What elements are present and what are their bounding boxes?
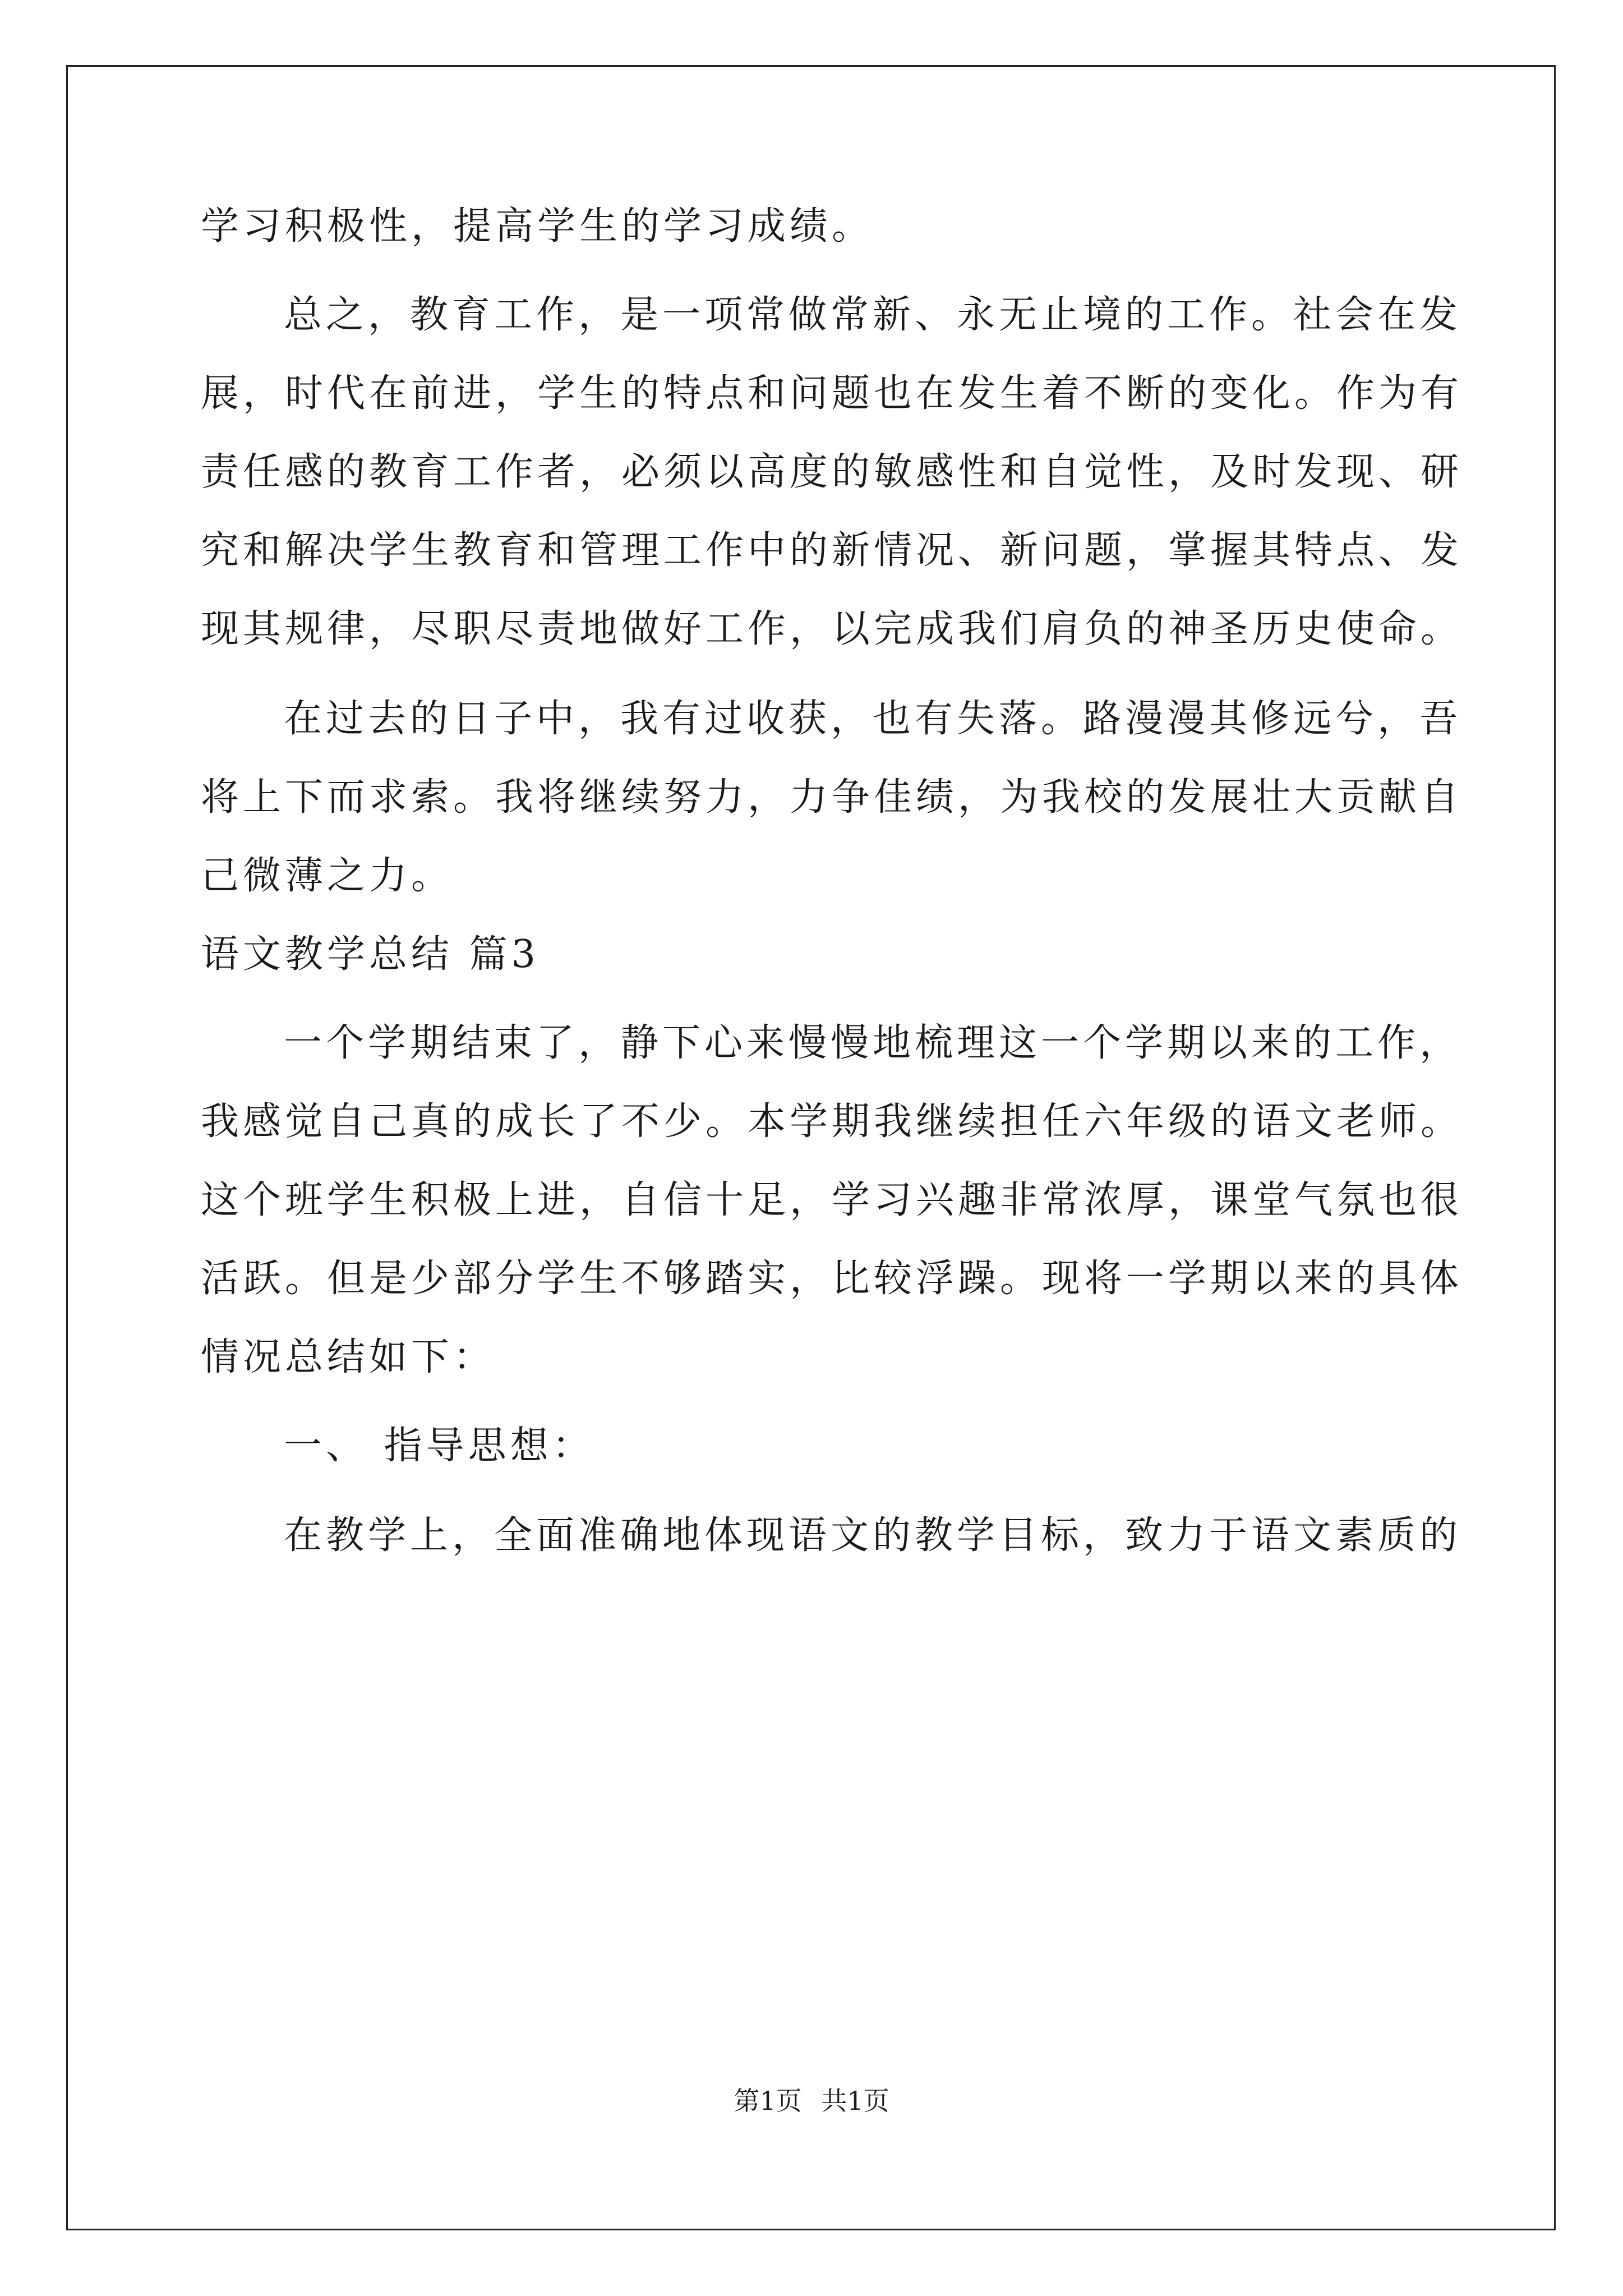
text-line: 这个班学生积极上进，自信十足，学习兴趣非常浓厚，课堂气氛也很 (201, 1178, 1463, 1222)
page-footer (0, 2088, 1623, 2114)
text-line: 展，时代在前进，学生的特点和问题也在发生着不断的变化。作为有 (201, 371, 1463, 416)
text-line: 情况总结如下： (201, 1335, 496, 1379)
text-line: 究和解决学生教育和管理工作中的新情况、新问题，掌握其特点、发 (201, 528, 1463, 573)
subsection-heading: 一、 指导思想： (284, 1424, 594, 1468)
text-line: 己微薄之力。 (201, 854, 454, 898)
text-line: 活跃。但是少部分学生不够踏实，比较浮躁。现将一学期以来的具体 (201, 1257, 1463, 1301)
text-line: 学习积极性，提高学生的学习成绩。 (201, 204, 874, 249)
text-line: 将上下而求索。我将继续努力，力争佳绩，为我校的发展壮大贡献自 (201, 775, 1463, 820)
text-line: 在过去的日子中，我有过收获，也有失落。路漫漫其修远兮，吾 (284, 697, 1462, 741)
text-line: 总之，教育工作，是一项常做常新、永无止境的工作。社会在发 (284, 293, 1462, 337)
text-line: 我感觉自己真的成长了不少。本学期我继续担任六年级的语文老师。 (201, 1099, 1463, 1144)
page-number: 第1页 (734, 2086, 802, 2116)
text-line: 在教学上，全面准确地体现语文的教学目标，致力于语文素质的 (284, 1513, 1462, 1558)
page-total: 共1页 (821, 2086, 889, 2116)
section-heading: 语文教学总结 篇3 (201, 932, 540, 977)
text-line: 责任感的教育工作者，必须以高度的敏感性和自觉性，及时发现、研 (201, 450, 1463, 494)
text-line: 一个学期结束了，静下心来慢慢地梳理这一个学期以来的工作， (284, 1021, 1462, 1065)
text-line: 现其规律，尽职尽责地做好工作，以完成我们肩负的神圣历史使命。 (201, 607, 1463, 651)
